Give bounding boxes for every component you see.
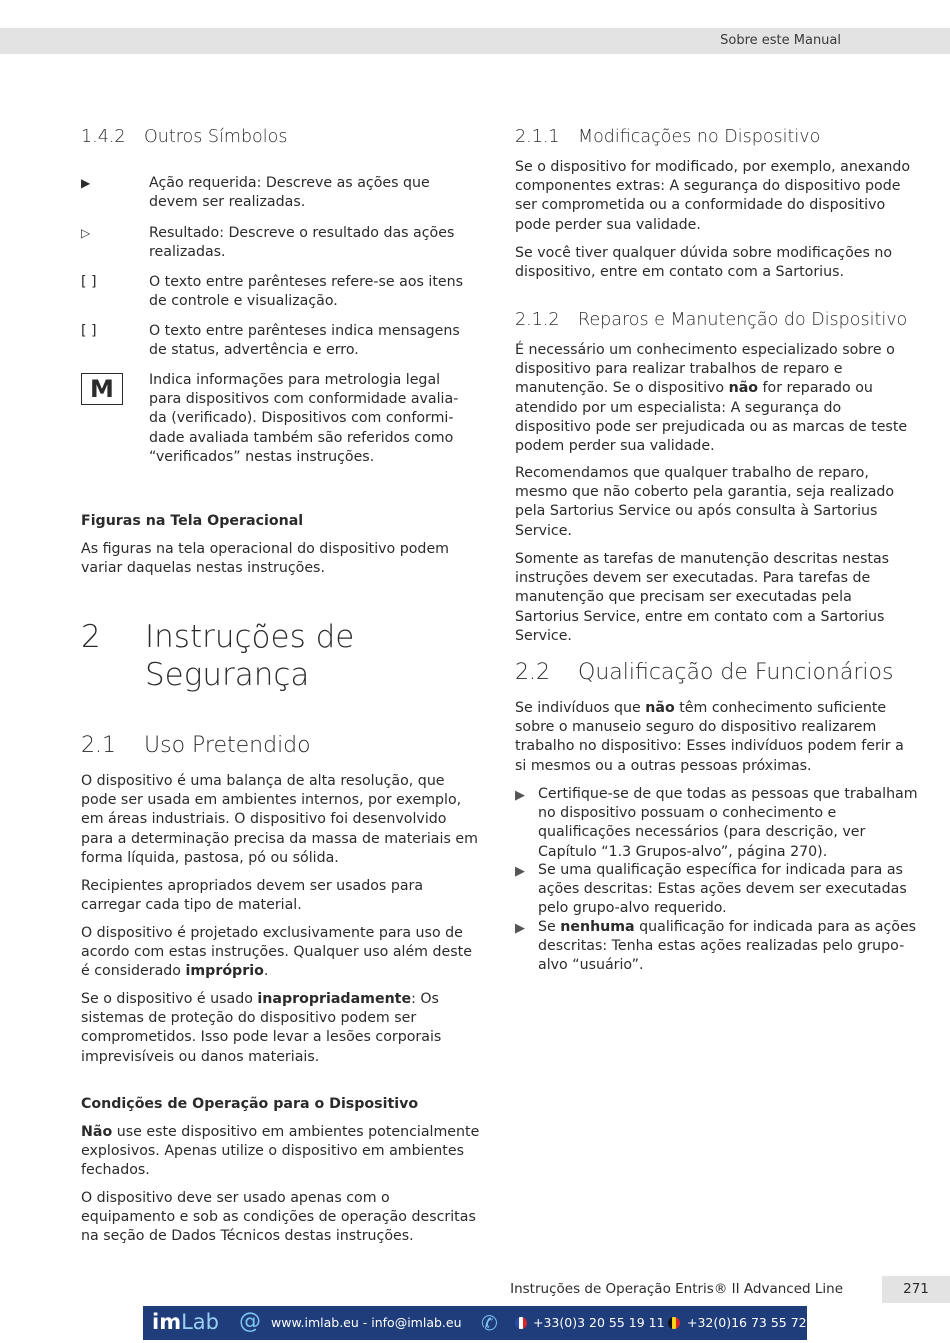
header-section-title: Sobre este Manual xyxy=(720,33,841,48)
action-triangle-icon: ▶ xyxy=(515,921,525,936)
action-triangle-icon: ▶ xyxy=(515,788,525,803)
paragraph-qualificacao: Se indivíduos que não têm conhecimento suficiente sobre o manuseio seguro do dispositivo realizarem trabalho no dispositivo: Esses indivíduos podem ferir a si mesmos ou a outras pessoas próximas. xyxy=(515,700,904,774)
france-flag-icon xyxy=(515,1317,527,1329)
brackets-symbol: [ ] xyxy=(81,274,97,290)
action-triangle-icon: ▶ xyxy=(515,864,525,879)
paragraph-reparos-2: Recomendamos que qualquer trabalho de reparo, mesmo que não coberto pela garantia, seja realizado pela Sartorius Service ou após consulta à Sartorius Service. xyxy=(515,465,895,539)
paragraph-reparos-1: É necessário um conhecimento especializado sobre o dispositivo para realizar trabalhos de reparo e manutenção. Se o dispositivo não for reparado ou atendido por um especialista: A segurança do dispositivo pode ser prejudicada ou as marcas de teste podem perder sua validade. xyxy=(515,342,908,455)
paragraph-condicoes-2: O dispositivo deve ser usado apenas com o equipamento e sob as condições de operação descritas na seção de Dados Técnicos destas instruções. xyxy=(81,1190,476,1245)
paragraph-uso-1: O dispositivo é uma balança de alta resolução, que pode ser usada em ambientes internos, por exemplo, em áreas industriais. O dispositivo foi desenvolvido para a determinação precisa da massa de materiais em forma líquida, pastosa, pó ou sólida. xyxy=(81,773,478,866)
belgium-flag-icon xyxy=(668,1317,680,1329)
paragraph-condicoes-1: Não use este dispositivo em ambientes potencialmente explosivos. Apenas utilize o dispositivo em ambientes fechados. xyxy=(81,1124,480,1179)
at-sign-icon: @ xyxy=(239,1309,261,1334)
page-number: 271 xyxy=(882,1276,950,1303)
heading-1-4-2: 1.4.2 Outros Símbolos xyxy=(81,127,288,147)
imlab-logo: imLab xyxy=(152,1310,219,1334)
heading-2-1-1: 2.1.1 Modificações no Dispositivo xyxy=(515,127,821,147)
paragraph-reparos-3: Somente as tarefas de manutenção descritas nestas instruções devem ser executadas. Para tarefas de manutenção que precisam ser executadas pela Sartorius Service, entre em contato com a Sartorius Service. xyxy=(515,551,890,644)
heading-2-2: 2.2 Qualificação de Funcionários xyxy=(515,660,894,685)
action-triangle-icon: ▶ xyxy=(81,176,91,190)
heading-2-1: 2.1 Uso Pretendido xyxy=(81,733,311,758)
footer-document-title: Instruções de Operação Entris® II Advanced Line xyxy=(510,1281,843,1297)
heading-2-1-2: 2.1.2 Reparos e Manutenção do Dispositivo xyxy=(515,310,908,330)
metrology-m-icon: M xyxy=(81,373,123,405)
chapter-heading-2: 2 Instruções de Segurança xyxy=(81,619,355,693)
result-triangle-icon: ▷ xyxy=(81,226,91,240)
imlab-banner xyxy=(143,1306,807,1340)
brackets-symbol: [ ] xyxy=(81,323,97,339)
paragraph-uso-4: Se o dispositivo é usado inapropriadamente: Os sistemas de proteção do dispositivo podem ser comprometidos. Isso pode levar a lesões corporais imprevisíveis ou danos materiais. xyxy=(81,991,442,1065)
paragraph-modificacoes-1: Se o dispositivo for modificado, por exemplo, anexando componentes extras: A segurança do dispositivo pode ser comprometida ou a conformidade do dispositivo pode perder sua validade. xyxy=(515,159,911,233)
phone-icon: ✆ xyxy=(481,1311,498,1335)
paragraph-uso-2: Recipientes apropriados devem ser usados para carregar cada tipo de material. xyxy=(81,878,424,914)
paragraph-uso-3: O dispositivo é projetado exclusivamente para uso de acordo com estas instruções. Qualquer uso além deste é considerado impróprio. xyxy=(81,925,472,980)
banner-phone-fr[interactable]: +33(0)3 20 55 19 11 xyxy=(533,1315,665,1330)
header-bar xyxy=(0,28,950,54)
banner-web-email[interactable]: www.imlab.eu - info@imlab.eu xyxy=(271,1315,462,1330)
banner-phone-be[interactable]: +32(0)16 73 55 72 xyxy=(687,1315,807,1330)
paragraph-modificacoes-2: Se você tiver qualquer dúvida sobre modificações no dispositivo, entre em contato com a Sartorius. xyxy=(515,245,893,281)
subheading-figuras: Figuras na Tela Operacional xyxy=(81,513,304,529)
subheading-condicoes: Condições de Operação para o Dispositivo xyxy=(81,1096,419,1112)
paragraph-figuras: As figuras na tela operacional do dispositivo podem variar daquelas nestas instruções. xyxy=(81,541,449,577)
